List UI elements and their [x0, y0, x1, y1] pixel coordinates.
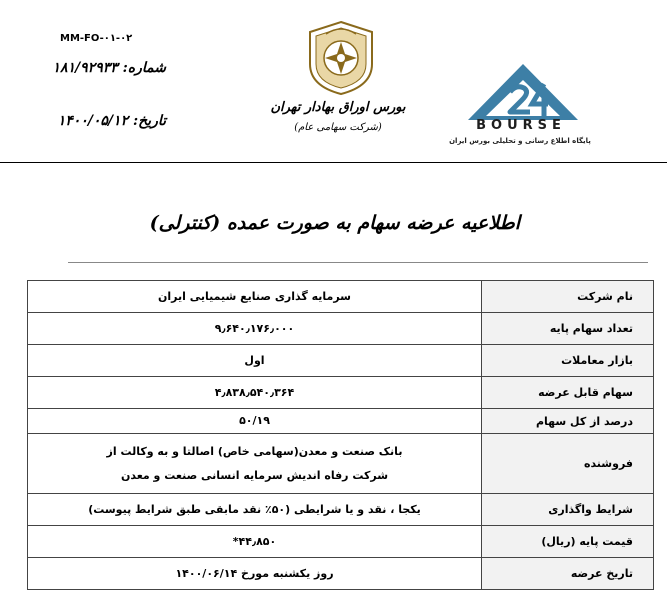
- document-number-label: شماره:: [122, 60, 166, 76]
- terms-value: [28, 494, 482, 526]
- value-text: سرمایه گذاری صنایع شیمیایی ایران: [157, 289, 351, 303]
- value-text: اول: [244, 353, 265, 367]
- value-text: ۴٫۸۳۸٫۵۴۰٫۳۶۴: [214, 385, 295, 399]
- value-text: روز یکشنبه مورخ ۱۴۰۰/۰۶/۱۴: [175, 566, 334, 580]
- bourse-logo-icon: [448, 62, 598, 122]
- value-text: ۵۰/۱۹: [239, 414, 270, 427]
- base-price-label: قیمت پایه (ریال): [482, 526, 654, 558]
- company-name-value: [28, 281, 482, 313]
- tehran-stock-exchange-seal-icon: [306, 20, 376, 96]
- seller-value: [28, 434, 482, 494]
- table-row-percent: [28, 409, 654, 434]
- exchange-subtitle: (شرکت سهامی عام): [294, 122, 382, 133]
- table-row-offerable-shares: [28, 377, 654, 409]
- bourse-wordmark: BOURSE: [476, 118, 566, 133]
- document-number: [36, 60, 166, 76]
- header-divider: [0, 162, 667, 163]
- company-name-label: نام شرکت: [482, 281, 654, 313]
- document-number-value: ۱۸۱/۹۲۹۳۳: [52, 60, 118, 76]
- table-row-base-shares: [28, 313, 654, 345]
- base-shares-label: تعداد سهام پایه: [482, 313, 654, 345]
- document-date-value: ۱۴۰۰/۰۵/۱۲: [57, 113, 129, 129]
- percent-value: [28, 409, 482, 434]
- document-title: اطلاعیه عرضه سهام به صورت عمده (کنترلی): [149, 212, 520, 234]
- table-row-terms: [28, 494, 654, 526]
- table-row-seller: [28, 434, 654, 494]
- exchange-name: بورس اوراق بهادار تهران: [270, 100, 406, 115]
- market-label: بازار معاملات: [482, 345, 654, 377]
- table-row-market: [28, 345, 654, 377]
- document-date-label: تاریخ:: [132, 113, 166, 129]
- value-text: یکجا ، نقد و یا شرایطی (۵۰٪ نقد مابقی طبق شرایط پیوست): [88, 502, 421, 516]
- offerable-shares-label: سهام قابل عرضه: [482, 377, 654, 409]
- offer-date-label: تاریخ عرضه: [482, 558, 654, 590]
- offer-date-value: [28, 558, 482, 590]
- table-row-company-name: [28, 281, 654, 313]
- value-text: شرکت رفاه اندیش سرمایه انسانی صنعت و معدن: [120, 468, 389, 482]
- value-text: ۹٫۶۴۰٫۱۷۶٫۰۰۰: [214, 321, 295, 335]
- seller-label: فروشنده: [482, 434, 654, 494]
- offerable-shares-value: [28, 377, 482, 409]
- document-date: [36, 113, 166, 129]
- bourse-tagline: پایگاه اطلاع رسانی و تحلیلی بورس ایران: [449, 137, 591, 145]
- market-value: [28, 345, 482, 377]
- table-row-offer-date: [28, 558, 654, 590]
- value-text: بانک صنعت و معدن(سهامی خاص) اصالتا و به وکالت از: [106, 444, 403, 458]
- table-top-divider: [68, 262, 648, 263]
- terms-label: شرایط واگذاری: [482, 494, 654, 526]
- percent-label: درصد از کل سهام: [482, 409, 654, 434]
- table-row-base-price: [28, 526, 654, 558]
- offering-info-table: [27, 280, 654, 590]
- base-shares-value: [28, 313, 482, 345]
- form-code: MM-FO-۰۱-۰۲: [60, 33, 133, 44]
- value-text: ۴۴٫۸۵۰*: [232, 534, 277, 548]
- base-price-value: [28, 526, 482, 558]
